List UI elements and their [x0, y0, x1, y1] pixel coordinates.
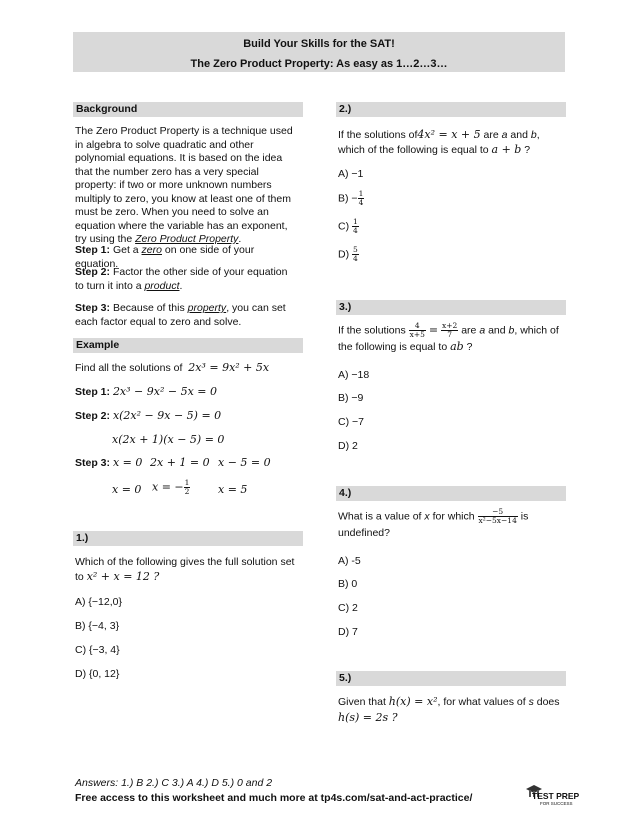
q1-option-d: D) {0, 12}	[75, 668, 120, 680]
example-step2: Step 2: x(2x² − 9x − 5) = 0	[75, 409, 222, 422]
background-step1: Step 1: Get a zero on one side of your equation.	[75, 244, 255, 270]
example-result2: x = − $\frac{1}{2}$	[152, 478, 190, 496]
q1-option-b: B) {−4, 3}	[75, 620, 120, 632]
access-note: Free access to this worksheet and much more at tp4s.com/sat-and-act-practice/	[75, 792, 473, 804]
q1-option-a: A) {−12,0}	[75, 596, 122, 608]
background-step3: Step 3: Because of this property, you can set each factor equal to zero and solve.	[75, 302, 286, 328]
example-step3c: x − 5 = 0	[218, 456, 271, 469]
q3-option-b: B) −9	[338, 392, 364, 404]
example-step1: Step 1: 2x³ − 9x² − 5x = 0	[75, 385, 217, 398]
header-title: Build Your Skills for the SAT!	[243, 38, 395, 50]
worksheet-header	[73, 32, 565, 72]
q3-option-a: A) −18	[338, 369, 370, 381]
q2-option-b: B) − $\frac{1}{4}$	[338, 189, 364, 207]
example-step3b: 2x + 1 = 0	[150, 456, 210, 469]
example-step3: Step 3: x = 0	[75, 456, 143, 469]
q1-text: Which of the following gives the full solution set to x² + x = 12 ?	[75, 556, 295, 583]
q1-option-c: C) {−3, 4}	[75, 644, 120, 656]
q4-text: What is a value of x for which $\frac{-5}{\text{x²−5x−14}}$ is undefined?	[338, 507, 529, 539]
example-result1: x = 0	[112, 483, 142, 496]
q3-option-c: C) −7	[338, 416, 364, 428]
q5-heading: 5.)	[336, 671, 566, 686]
example-step2b: x(2x + 1)(x − 5) = 0	[112, 433, 225, 446]
q3-heading: 3.)	[336, 300, 566, 315]
logo-text: TEST PREP	[532, 791, 580, 801]
q2-heading: 2.)	[336, 102, 566, 117]
answer-key: Answers: 1.) B 2.) C 3.) A 4.) D 5.) 0 and 2	[75, 777, 273, 789]
q5-text: Given that h(x) = x², for what values of s does h(s) = 2s ?	[338, 695, 560, 724]
q4-option-c: C) 2	[338, 602, 358, 614]
logo-subtext: FOR SUCCESS	[540, 801, 573, 806]
header-subtitle: The Zero Product Property: As easy as 1…2…3…	[190, 58, 448, 70]
q4-option-d: D) 7	[338, 626, 358, 638]
q2-option-c: C) $\frac{1}{4}$	[338, 217, 358, 235]
test-prep-logo	[524, 784, 580, 810]
background-step2: Step 2: Factor the other side of your equation to turn it into a product.	[75, 266, 288, 292]
background-heading: Background	[73, 102, 303, 117]
q2-option-a: A) −1	[338, 168, 364, 180]
q4-option-a: A) -5	[338, 555, 361, 567]
zpp-link: Zero Product Property	[135, 233, 239, 245]
q2-text: If the solutions of4x² = x + 5 are a and b, which of the following is equal to a + b ?	[338, 128, 540, 156]
example-result3: x = 5	[218, 483, 248, 496]
q4-option-b: B) 0	[338, 578, 358, 590]
q2-option-d: D) $\frac{5}{4}$	[338, 245, 358, 263]
q1-heading: 1.)	[73, 531, 303, 546]
q3-text: If the solutions $\frac{4}{x+5}$ = $\frac{x+2}{7}$ are a and b, which of the following is equal to ab ?	[338, 321, 559, 353]
q4-heading: 4.)	[336, 486, 566, 501]
example-intro: Find all the solutions of 2x³ = 9x² + 5x	[75, 361, 270, 374]
example-heading: Example	[73, 338, 303, 353]
background-paragraph: The Zero Product Property is a technique used in algebra to solve quadratic and other polynomial equations. It is based on the idea that the number zero has a very special property: if two or more unknown numbers multiply to zero, you know at least one of them must be zero. When you need to solve an equation where the variable has an exponent, try using the Zero Product Property.	[75, 125, 293, 245]
q3-option-d: D) 2	[338, 440, 358, 452]
